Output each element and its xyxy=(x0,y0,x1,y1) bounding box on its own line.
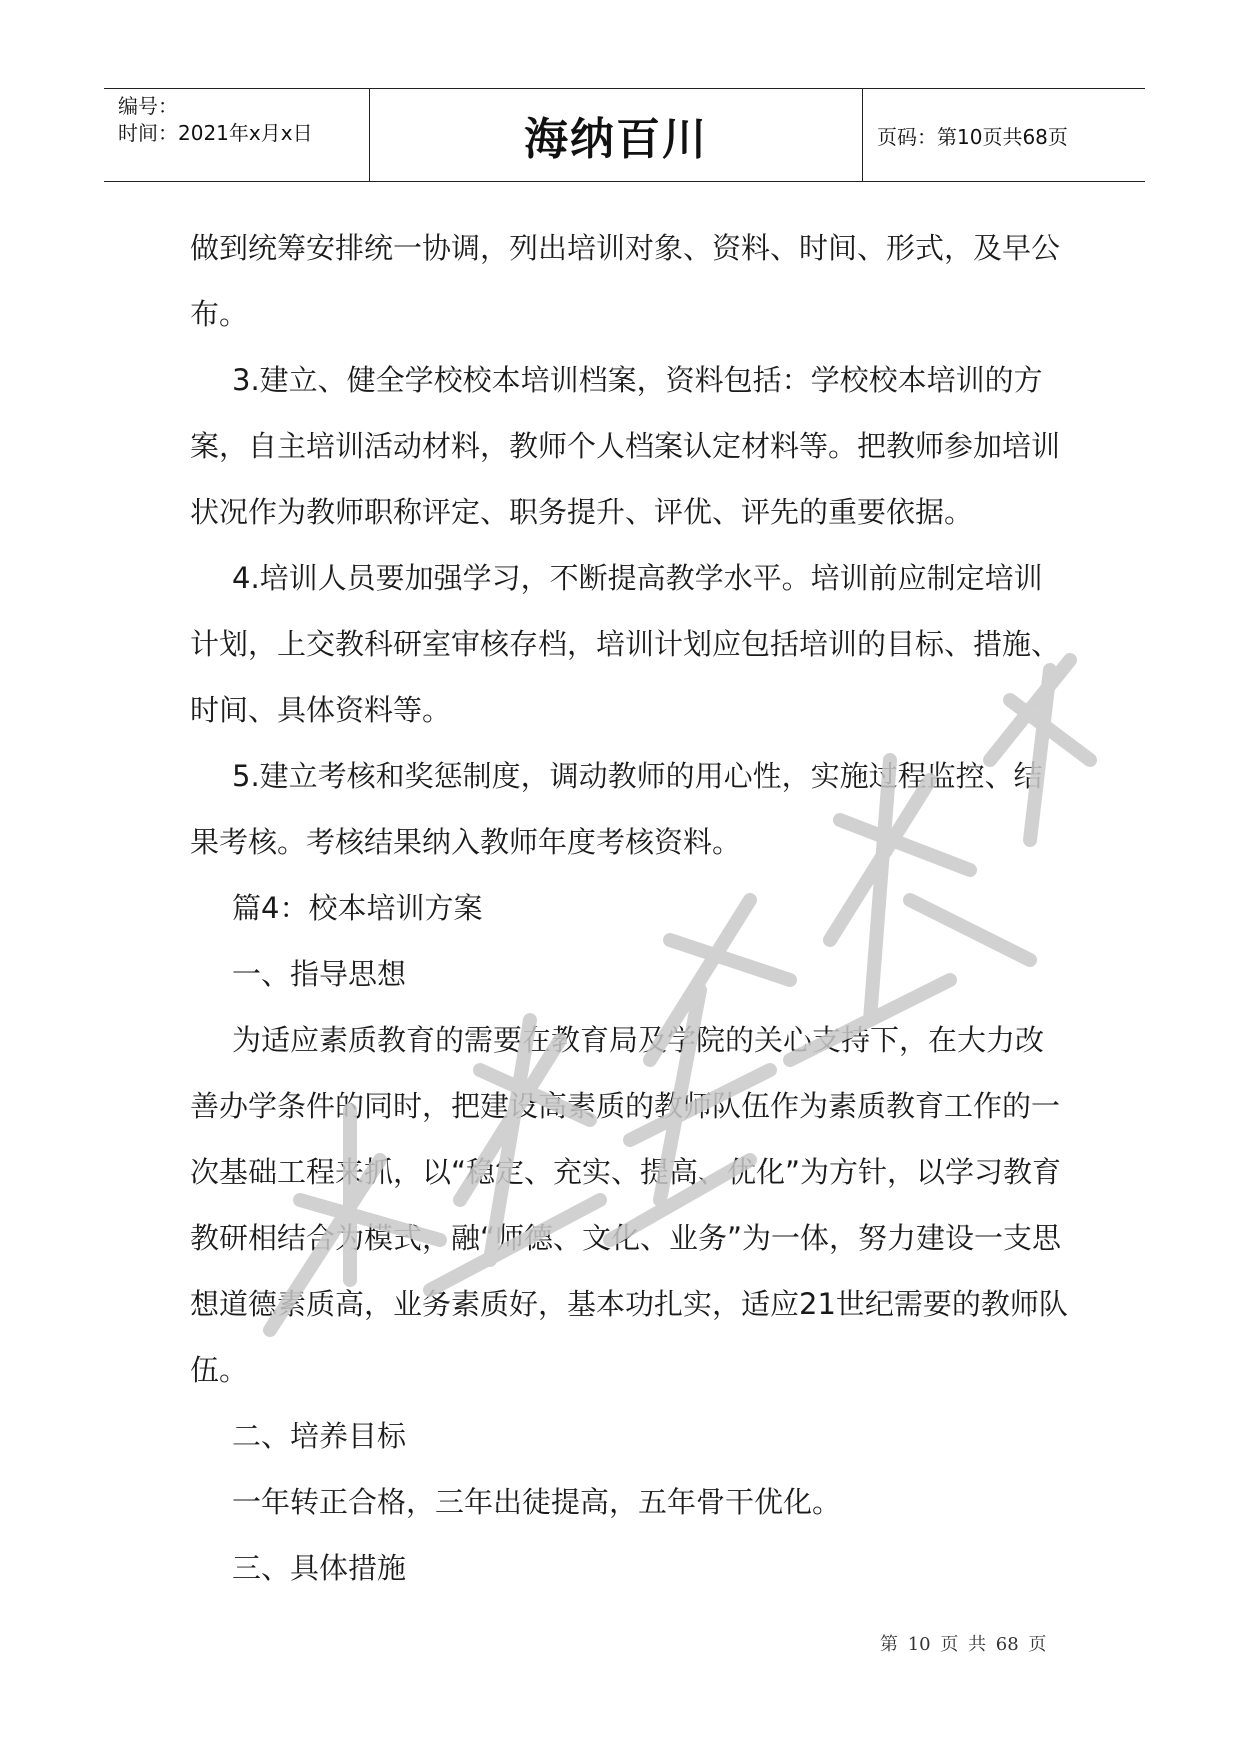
heading-specific-measures: 三、具体措施 xyxy=(232,1551,407,1585)
document-title: 海纳百川 xyxy=(370,89,863,181)
document-time-label: 时间：2021年x月x日 xyxy=(118,121,313,145)
section-title: 篇4：校本培训方案 xyxy=(232,891,483,925)
heading-training-goals: 二、培养目标 xyxy=(232,1419,407,1453)
page-footer: 第 10 页 共 68 页 xyxy=(880,1634,1047,1655)
paragraph-item-3: 3.建立、健全学校校本培训档案，资料包括：学校校本培训的方案，自主培训活动材料，教师个人档案认定材料等。把教师参加培训状况作为教师职称评定、职务提升、评优、评先的重要依据。 xyxy=(190,363,1061,529)
document-number-label: 编号： xyxy=(118,94,178,118)
document-header xyxy=(104,88,1145,182)
heading-guiding-ideology: 一、指导思想 xyxy=(232,957,407,991)
document-body xyxy=(190,215,1070,1601)
paragraph-training-goals: 一年转正合格，三年出徒提高，五年骨干优化。 xyxy=(232,1485,842,1519)
paragraph-guiding-ideology: 为适应素质教育的需要在教育局及学院的关心支持下，在大力改善办学条件的同时，把建设高素质的教师队伍作为素质教育工作的一次基础工程来抓，以“稳定、充实、提高、优化”为方针，以学习教育教研相结合为模式，融“师德、文化、业务”为一体，努力建设一支思想道德素质高，业务素质好，基本功扎实，适应21世纪需要的教师队伍。 xyxy=(190,1023,1068,1387)
paragraph-continuation: 做到统筹安排统一协调，列出培训对象、资料、时间、形式，及早公布。 xyxy=(190,231,1061,331)
paragraph-item-4: 4.培训人员要加强学习，不断提高教学水平。培训前应制定培训计划，上交教科研室审核存档，培训计划应包括培训的目标、措施、时间、具体资料等。 xyxy=(190,561,1061,727)
header-meta-cell xyxy=(104,89,370,181)
header-page-label: 页码：第10页共68页 xyxy=(877,124,1068,149)
paragraph-item-5: 5.建立考核和奖惩制度，调动教师的用心性，实施过程监控、结果考核。考核结果纳入教师年度考核资料。 xyxy=(190,759,1043,859)
